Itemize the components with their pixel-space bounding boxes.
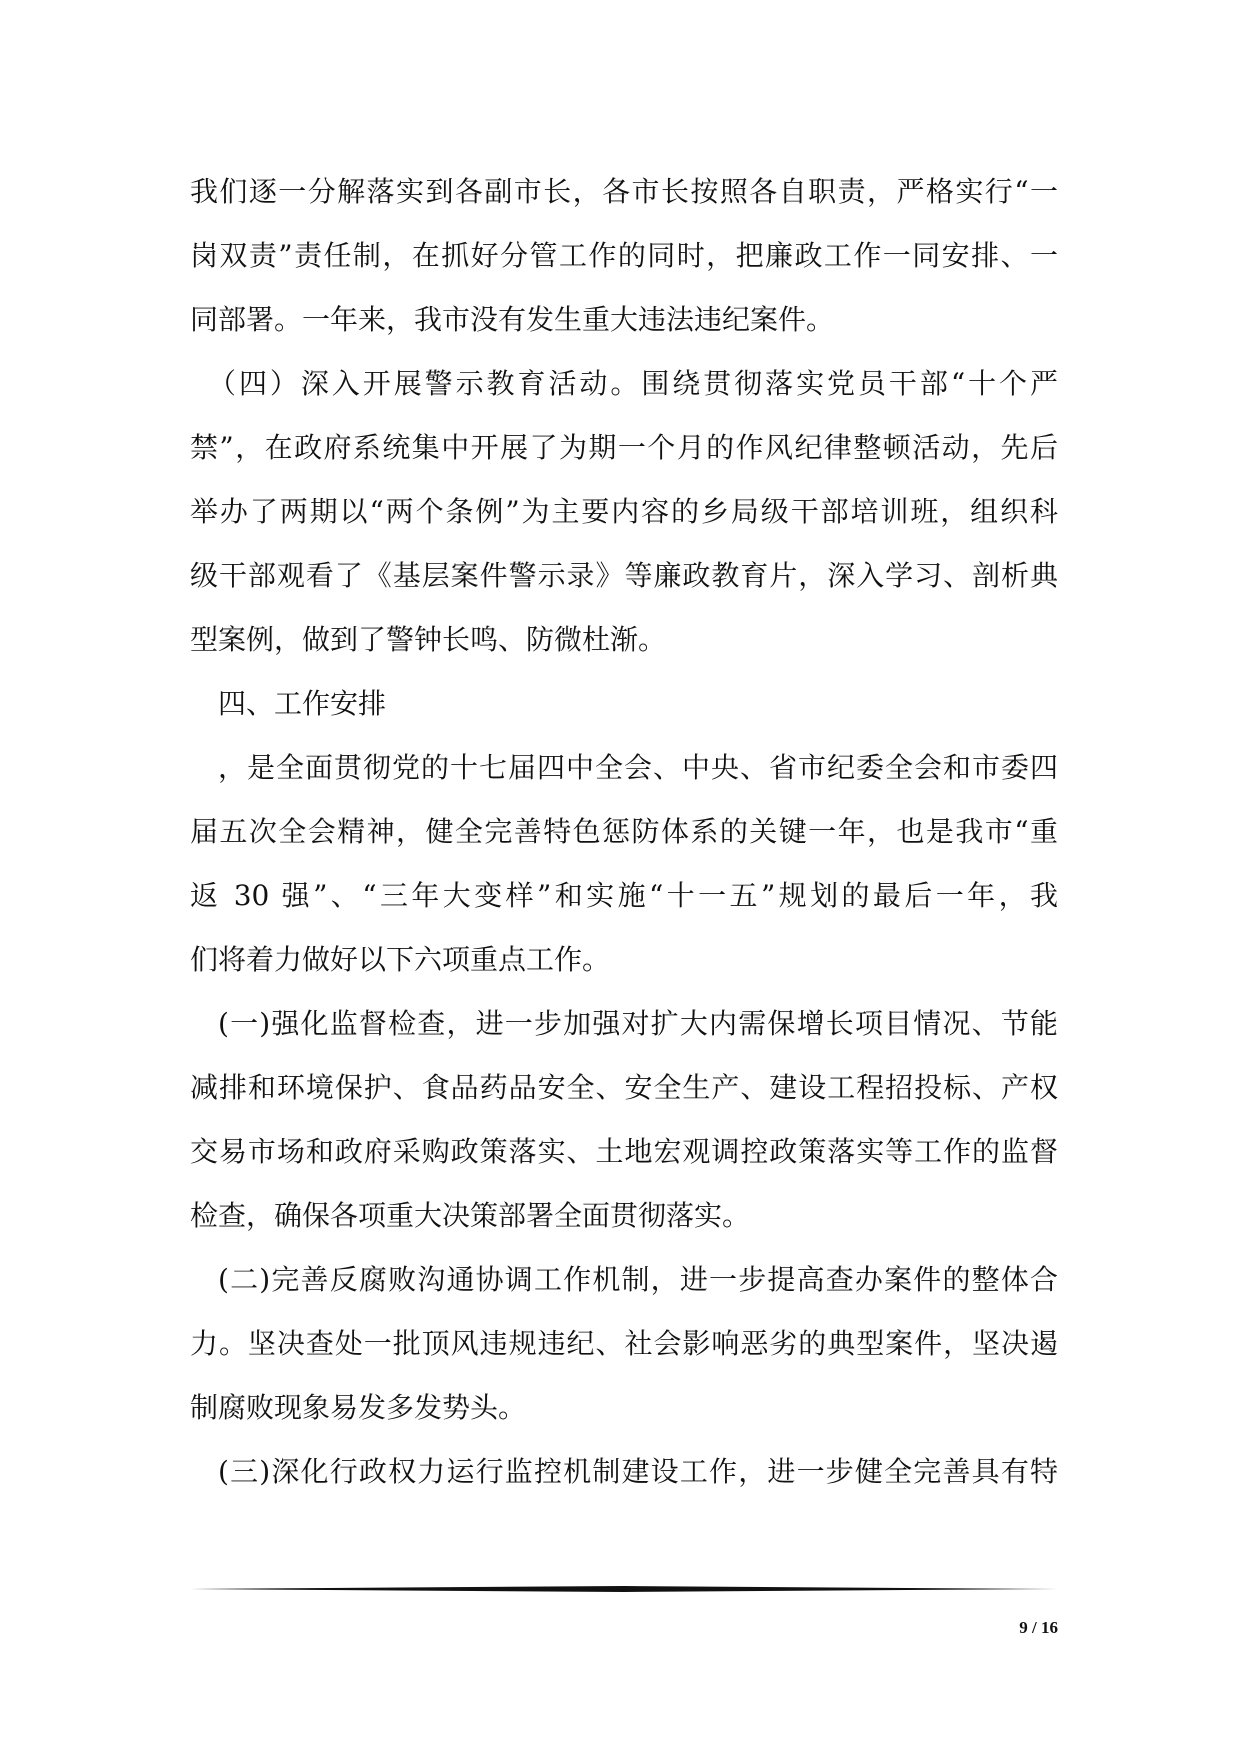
page-number: 9 / 16 [1019, 1618, 1058, 1637]
text-line: 返 30 强”、“三年大变样”和实施“十一五”规划的最后一年，我 [190, 879, 1058, 912]
text-line: 举办了两期以“两个条例”为主要内容的乡局级干部培训班，组织科 [190, 495, 1058, 528]
text-line: 禁”，在政府系统集中开展了为期一个月的作风纪律整顿活动，先后 [190, 431, 1058, 464]
text-line: 型案例，做到了警钟长鸣、防微杜渐。 [190, 623, 667, 656]
text-line: (二)完善反腐败沟通协调工作机制，进一步提高查办案件的整体合 [218, 1263, 1058, 1296]
text-line: 制腐败现象易发多发势头。 [190, 1391, 527, 1424]
text-line: (三)深化行政权力运行监控机制建设工作，进一步健全完善具有特 [218, 1455, 1058, 1488]
text-line: 级干部观看了《基层案件警示录》等廉政教育片，深入学习、剖析典 [190, 559, 1058, 592]
text-line: 减排和环境保护、食品药品安全、安全生产、建设工程招投标、产权 [190, 1071, 1058, 1104]
text-line: ，是全面贯彻党的十七届四中全会、中央、省市纪委全会和市委四 [218, 751, 1058, 784]
section-heading: 四、工作安排 [218, 687, 387, 720]
footer-divider [190, 1586, 1058, 1592]
text-line: 我们逐一分解落实到各副市长，各市长按照各自职责，严格实行“一 [190, 175, 1058, 208]
text-line: 同部署。一年来，我市没有发生重大违法违纪案件。 [190, 303, 835, 336]
text-line: 力。坚决查处一批顶风违规违纪、社会影响恶劣的典型案件，坚决遏 [190, 1327, 1058, 1360]
text-line: 检查，确保各项重大决策部署全面贯彻落实。 [190, 1199, 751, 1232]
text-line: 岗双责”责任制，在抓好分管工作的同时，把廉政工作一同安排、一 [190, 239, 1058, 272]
text-line: （四）深入开展警示教育活动。围绕贯彻落实党员干部“十个严 [208, 367, 1058, 400]
text-line: 交易市场和政府采购政策落实、土地宏观调控政策落实等工作的监督 [190, 1135, 1058, 1168]
text-line: 们将着力做好以下六项重点工作。 [190, 943, 611, 976]
text-line: (一)强化监督检查，进一步加强对扩大内需保增长项目情况、节能 [218, 1007, 1058, 1040]
text-line: 届五次全会精神，健全完善特色惩防体系的关键一年，也是我市“重 [190, 815, 1058, 848]
document-body [190, 160, 1058, 1504]
